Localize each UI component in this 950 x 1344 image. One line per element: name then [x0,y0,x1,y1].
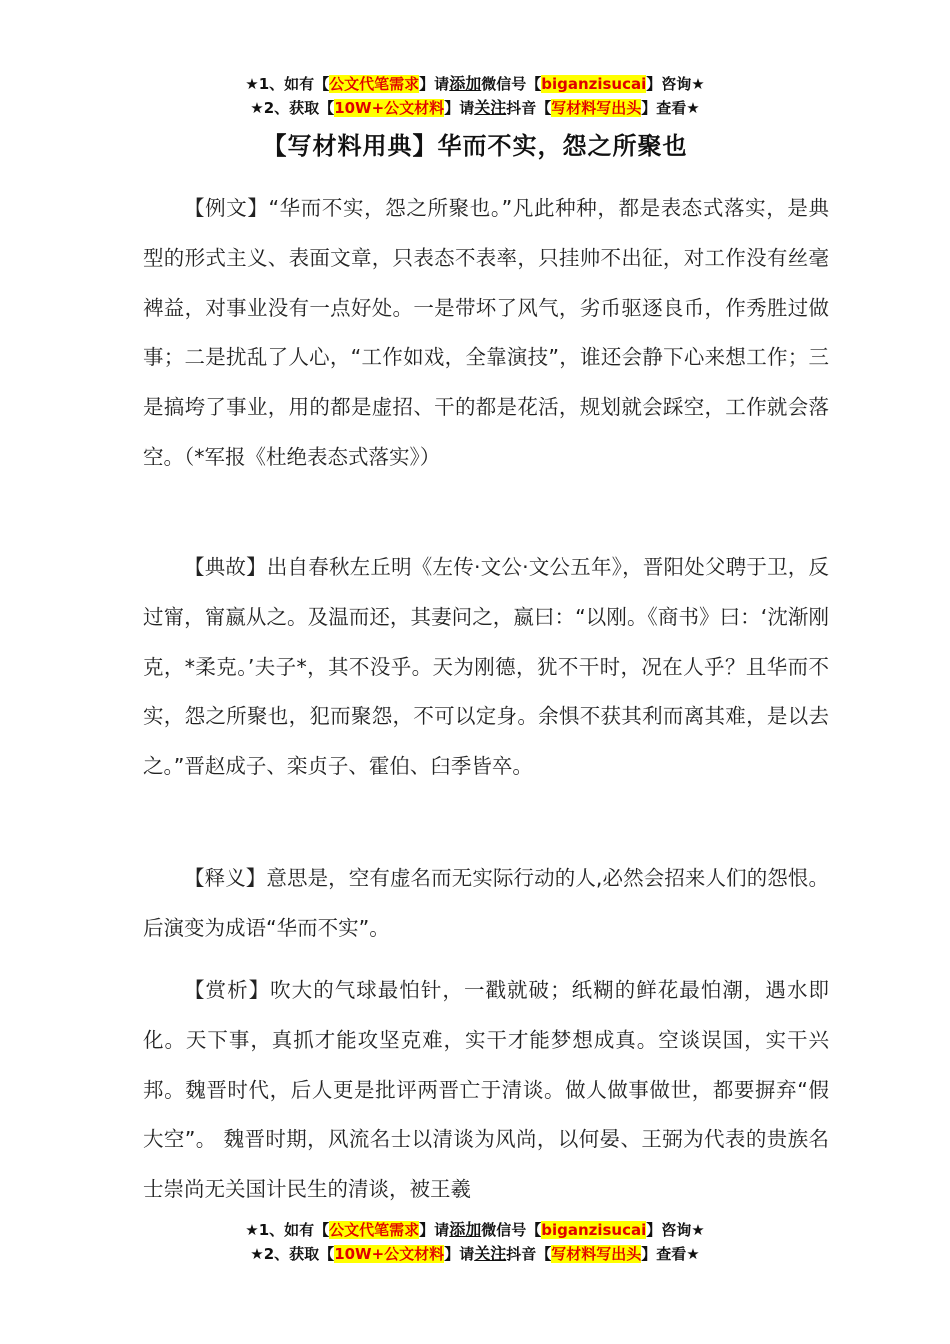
footer-line-1: ★1、如有【公文代笔需求】请添加微信号【biganzisucai】咨询★ [245,1220,705,1239]
underlined-add: 添加 [449,74,482,93]
highlight-wechat-id: biganzisucai [541,1221,647,1239]
underlined-add: 添加 [449,1220,482,1239]
underlined-follow: 关注 [474,98,507,117]
header-banner [0,72,950,120]
underlined-follow: 关注 [474,1244,507,1263]
paragraph-example: 【例文】“华而不实，怨之所聚也。”凡此种种，都是表态式落实，是典型的形式主义、表面文章，只表态不表率，只挂帅不出征，对工作没有丝毫裨益，对事业没有一点好处。一是带坏了风气，劣币驱逐良币，作秀胜过做事；二是扰乱了人心，“工作如戏，全靠演技”，谁还会静下心来想工作；三是搞垮了事业，用的都是虚招、干的都是花活，规划就会踩空，工作就会落空。（*军报《杜绝表态式落实》） [143,196,829,469]
section-appreciation [143,966,829,1215]
document-title: 【写材料用典】华而不实，怨之所聚也 [262,132,688,160]
highlight-douyin-account: 写材料写出头 [551,99,642,117]
banner-line-1: ★1、如有【公文代笔需求】请添加微信号【biganzisucai】咨询★ [245,74,705,93]
highlight-writing-service: 公文代笔需求 [329,1221,420,1239]
footer-banner [0,1218,950,1266]
section-allusion [143,543,829,792]
highlight-wechat-id: biganzisucai [541,75,647,93]
banner-line-2: ★2、获取【10W+公文材料】请关注抖音【写材料写出头】查看★ [250,98,700,117]
highlight-douyin-account: 写材料写出头 [551,1245,642,1263]
highlight-materials: 10W+公文材料 [334,1245,445,1263]
section-example [143,184,829,483]
section-meaning [143,854,829,954]
highlight-materials: 10W+公文材料 [334,99,445,117]
paragraph-allusion: 【典故】出自春秋左丘明《左传·文公·文公五年》，晋阳处父聘于卫，反过甯，甯嬴从之。及温而还，其妻问之，嬴曰：“以刚。《商书》曰：‘沈渐刚克，*柔克。’夫子*，其不没乎。天为刚德，犹不干时，况在人乎？且华而不实，怨之所聚也，犯而聚怨，不可以定身。余惧不获其利而离其难，是以去之。”晋赵成子、栾贞子、霍伯、臼季皆卒。 [143,555,829,779]
footer-line-2: ★2、获取【10W+公文材料】请关注抖音【写材料写出头】查看★ [250,1244,700,1263]
paragraph-appreciation: 【赏析】吹大的气球最怕针，一戳就破；纸糊的鲜花最怕潮，遇水即化。天下事，真抓才能攻坚克难，实干才能梦想成真。空谈误国，实干兴邦。魏晋时代，后人更是批评两晋亡于清谈。做人做事做世，都要摒弃“假大空”。 魏晋时期，风流名士以清谈为风尚，以何晏、王弼为代表的贵族名士崇尚无关国计民生的清谈，被王羲 [143,978,829,1202]
highlight-writing-service: 公文代笔需求 [329,75,420,93]
paragraph-meaning: 【释义】意思是，空有虚名而无实际行动的人,必然会招来人们的怨恨。后演变为成语“华而不实”。 [143,866,829,940]
